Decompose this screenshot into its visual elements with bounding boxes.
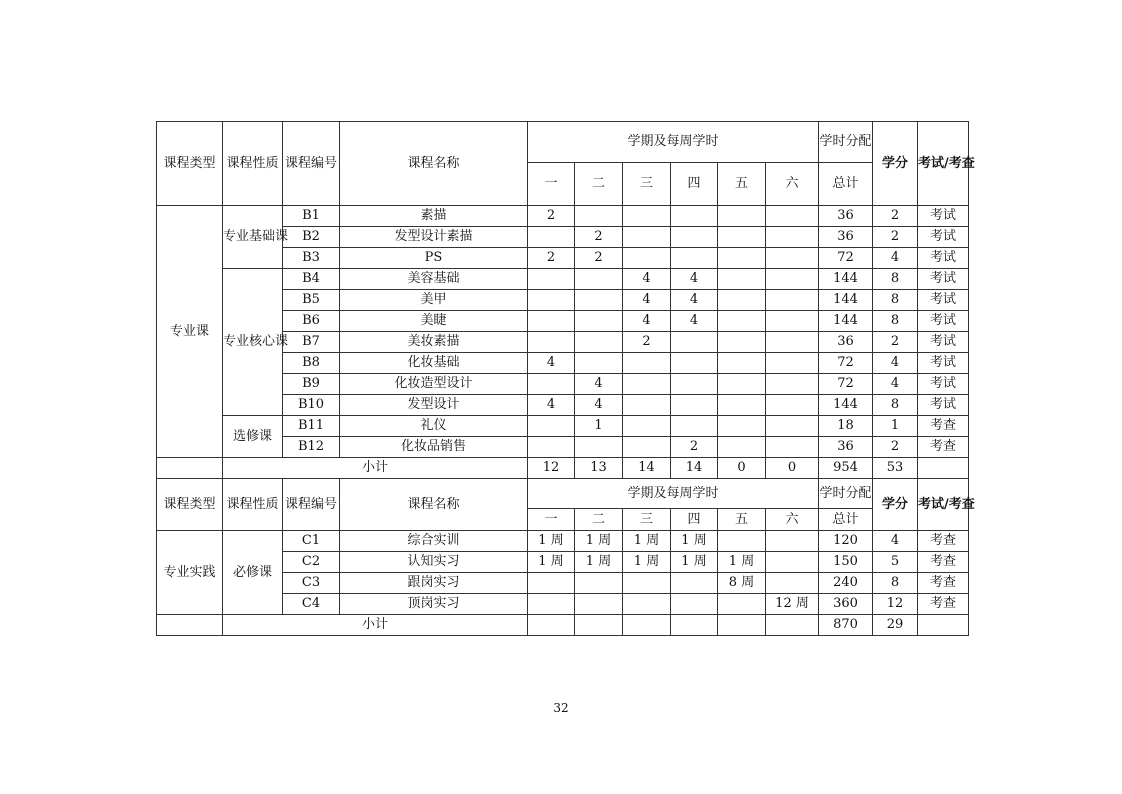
semester-hours-cell	[575, 332, 623, 353]
semester-hours-cell: 12 周	[766, 594, 819, 615]
header-hours-alloc: 学时分配	[819, 122, 873, 163]
header-semester: 五	[718, 509, 766, 531]
header-semester: 四	[671, 163, 718, 206]
total-hours-cell: 36	[819, 437, 873, 458]
page-number: 32	[553, 701, 569, 715]
semester-hours-cell	[766, 248, 819, 269]
course-name-cell: 发型设计	[340, 395, 528, 416]
semester-hours-cell	[718, 374, 766, 395]
header-hours-alloc: 学时分配	[819, 479, 873, 509]
header-credits: 学分	[873, 122, 918, 206]
course-code-cell: C1	[283, 531, 340, 552]
total-hours-cell: 72	[819, 248, 873, 269]
semester-hours-cell	[718, 227, 766, 248]
header-course-type: 课程类型	[157, 122, 223, 206]
subtotal-semester-cell: 14	[623, 458, 671, 479]
course-nature-cell: 必修课	[223, 531, 283, 615]
header-course-code: 课程编号	[283, 122, 340, 206]
header-semester: 一	[528, 163, 575, 206]
semester-hours-cell	[623, 227, 671, 248]
semester-hours-cell	[671, 353, 718, 374]
exam-type-cell: 考试	[918, 290, 969, 311]
semester-hours-cell	[671, 573, 718, 594]
total-hours-cell: 240	[819, 573, 873, 594]
subtotal-semester-cell: 13	[575, 458, 623, 479]
total-hours-cell: 36	[819, 206, 873, 227]
semester-hours-cell	[718, 269, 766, 290]
total-hours-cell: 144	[819, 311, 873, 332]
semester-hours-cell	[575, 437, 623, 458]
header-semester: 六	[766, 509, 819, 531]
course-code-cell: B12	[283, 437, 340, 458]
header-course-type: 课程类型	[157, 479, 223, 531]
course-code-cell: C2	[283, 552, 340, 573]
semester-hours-cell	[528, 311, 575, 332]
course-name-cell: 化妆造型设计	[340, 374, 528, 395]
header-semester: 一	[528, 509, 575, 531]
course-name-cell: 顶岗实习	[340, 594, 528, 615]
total-hours-cell: 360	[819, 594, 873, 615]
total-hours-cell: 150	[819, 552, 873, 573]
course-code-cell: B4	[283, 269, 340, 290]
header-exam-type: 考试/考查	[918, 479, 969, 531]
semester-hours-cell	[766, 395, 819, 416]
semester-hours-cell: 1 周	[623, 552, 671, 573]
semester-hours-cell	[766, 531, 819, 552]
course-type-cell: 专业实践	[157, 531, 223, 615]
semester-hours-cell: 2	[671, 437, 718, 458]
header-course-nature: 课程性质	[223, 122, 283, 206]
table-row	[157, 531, 969, 552]
header-semester: 四	[671, 509, 718, 531]
subtotal-semester-cell	[575, 615, 623, 636]
header-course-nature: 课程性质	[223, 479, 283, 531]
semester-hours-cell	[766, 552, 819, 573]
semester-hours-cell	[671, 206, 718, 227]
semester-hours-cell	[766, 353, 819, 374]
semester-hours-cell	[766, 374, 819, 395]
exam-type-cell: 考试	[918, 353, 969, 374]
credits-cell: 8	[873, 395, 918, 416]
course-name-cell: 跟岗实习	[340, 573, 528, 594]
semester-hours-cell: 2	[528, 248, 575, 269]
curriculum-table-body	[157, 122, 975, 636]
subtotal-semester-cell: 0	[766, 458, 819, 479]
course-code-cell: B3	[283, 248, 340, 269]
header-semester: 二	[575, 163, 623, 206]
semester-hours-cell	[718, 290, 766, 311]
semester-hours-cell: 1 周	[575, 552, 623, 573]
semester-hours-cell	[671, 332, 718, 353]
semester-hours-cell: 4	[623, 311, 671, 332]
course-name-cell: 化妆品销售	[340, 437, 528, 458]
semester-hours-cell	[528, 227, 575, 248]
exam-type-cell: 考试	[918, 395, 969, 416]
semester-hours-cell	[718, 311, 766, 332]
header-total: 总计	[819, 163, 873, 206]
course-name-cell: 发型设计素描	[340, 227, 528, 248]
semester-hours-cell	[671, 227, 718, 248]
exam-type-cell: 考查	[918, 531, 969, 552]
semester-hours-cell	[575, 573, 623, 594]
course-code-cell: B11	[283, 416, 340, 437]
semester-hours-cell	[718, 395, 766, 416]
subtotal-exam	[918, 615, 969, 636]
credits-cell: 8	[873, 573, 918, 594]
header-semester: 二	[575, 509, 623, 531]
total-hours-cell: 144	[819, 290, 873, 311]
exam-type-cell: 考查	[918, 416, 969, 437]
course-code-cell: B2	[283, 227, 340, 248]
semester-hours-cell	[623, 395, 671, 416]
course-name-cell: 素描	[340, 206, 528, 227]
course-nature-cell: 选修课	[223, 416, 283, 458]
semester-hours-cell: 2	[575, 227, 623, 248]
subtotal-row	[157, 615, 969, 636]
semester-hours-cell	[766, 227, 819, 248]
course-name-cell: 美容基础	[340, 269, 528, 290]
semester-hours-cell	[575, 206, 623, 227]
header-semester: 六	[766, 163, 819, 206]
course-code-cell: B1	[283, 206, 340, 227]
semester-hours-cell: 1 周	[623, 531, 671, 552]
subtotal-semester-cell	[766, 615, 819, 636]
semester-hours-cell: 4	[575, 374, 623, 395]
total-hours-cell: 36	[819, 227, 873, 248]
semester-hours-cell	[766, 332, 819, 353]
subtotal-label: 小计	[223, 458, 528, 479]
header-exam-type: 考试/考查	[918, 122, 969, 206]
semester-hours-cell	[718, 332, 766, 353]
exam-type-cell: 考试	[918, 374, 969, 395]
header-row	[157, 479, 969, 509]
credits-cell: 8	[873, 311, 918, 332]
course-nature-cell: 专业核心课	[223, 269, 283, 416]
semester-hours-cell: 4	[623, 290, 671, 311]
semester-hours-cell	[623, 353, 671, 374]
semester-hours-cell	[671, 594, 718, 615]
subtotal-exam	[918, 458, 969, 479]
semester-hours-cell	[718, 531, 766, 552]
semester-hours-cell: 4	[671, 311, 718, 332]
semester-hours-cell	[718, 437, 766, 458]
semester-hours-cell	[575, 269, 623, 290]
semester-hours-cell	[623, 594, 671, 615]
semester-hours-cell	[766, 416, 819, 437]
subtotal-total: 870	[819, 615, 873, 636]
subtotal-semester-cell: 0	[718, 458, 766, 479]
subtotal-credits: 29	[873, 615, 918, 636]
table-row	[157, 206, 969, 227]
semester-hours-cell	[528, 416, 575, 437]
credits-cell: 2	[873, 437, 918, 458]
semester-hours-cell	[766, 290, 819, 311]
semester-hours-cell	[671, 248, 718, 269]
course-nature-cell: 专业基础课	[223, 206, 283, 269]
semester-hours-cell: 4	[575, 395, 623, 416]
semester-hours-cell	[766, 269, 819, 290]
subtotal-semester-cell	[623, 615, 671, 636]
header-semester: 三	[623, 163, 671, 206]
semester-hours-cell	[528, 332, 575, 353]
semester-hours-cell: 2	[575, 248, 623, 269]
semester-hours-cell	[623, 248, 671, 269]
exam-type-cell: 考试	[918, 269, 969, 290]
header-row	[157, 122, 969, 163]
table-row	[157, 269, 969, 290]
semester-hours-cell: 1 周	[718, 552, 766, 573]
course-type-cell: 专业课	[157, 206, 223, 458]
credits-cell: 5	[873, 552, 918, 573]
semester-hours-cell	[718, 594, 766, 615]
exam-type-cell: 考试	[918, 311, 969, 332]
course-name-cell: 礼仪	[340, 416, 528, 437]
subtotal-label: 小计	[223, 615, 528, 636]
credits-cell: 4	[873, 248, 918, 269]
total-hours-cell: 144	[819, 269, 873, 290]
subtotal-semester-cell	[671, 615, 718, 636]
semester-hours-cell	[766, 206, 819, 227]
exam-type-cell: 考查	[918, 594, 969, 615]
semester-hours-cell	[528, 594, 575, 615]
course-name-cell: 美甲	[340, 290, 528, 311]
course-code-cell: C4	[283, 594, 340, 615]
semester-hours-cell	[718, 353, 766, 374]
total-hours-cell: 144	[819, 395, 873, 416]
header-course-name: 课程名称	[340, 122, 528, 206]
semester-hours-cell: 1 周	[671, 531, 718, 552]
semester-hours-cell	[575, 353, 623, 374]
course-code-cell: B7	[283, 332, 340, 353]
semester-hours-cell: 2	[623, 332, 671, 353]
credits-cell: 8	[873, 290, 918, 311]
credits-cell: 12	[873, 594, 918, 615]
semester-hours-cell: 4	[671, 269, 718, 290]
semester-hours-cell	[575, 311, 623, 332]
semester-hours-cell	[528, 269, 575, 290]
semester-hours-cell: 4	[528, 395, 575, 416]
credits-cell: 4	[873, 374, 918, 395]
subtotal-spacer	[157, 458, 223, 479]
semester-hours-cell	[528, 290, 575, 311]
semester-hours-cell: 1 周	[575, 531, 623, 552]
subtotal-total: 954	[819, 458, 873, 479]
semester-hours-cell	[671, 416, 718, 437]
total-hours-cell: 18	[819, 416, 873, 437]
semester-hours-cell	[718, 416, 766, 437]
subtotal-spacer	[157, 615, 223, 636]
course-code-cell: B6	[283, 311, 340, 332]
exam-type-cell: 考查	[918, 552, 969, 573]
header-course-name: 课程名称	[340, 479, 528, 531]
header-semester-hours: 学期及每周学时	[528, 479, 819, 509]
exam-type-cell: 考试	[918, 248, 969, 269]
subtotal-credits: 53	[873, 458, 918, 479]
header-total: 总计	[819, 509, 873, 531]
semester-hours-cell	[528, 437, 575, 458]
exam-type-cell: 考查	[918, 437, 969, 458]
semester-hours-cell	[575, 594, 623, 615]
subtotal-row	[157, 458, 969, 479]
exam-type-cell: 考查	[918, 573, 969, 594]
semester-hours-cell	[623, 374, 671, 395]
course-code-cell: B10	[283, 395, 340, 416]
semester-hours-cell: 4	[528, 353, 575, 374]
header-semester: 五	[718, 163, 766, 206]
semester-hours-cell	[623, 573, 671, 594]
course-name-cell: PS	[340, 248, 528, 269]
semester-hours-cell	[766, 437, 819, 458]
course-code-cell: C3	[283, 573, 340, 594]
semester-hours-cell	[528, 374, 575, 395]
exam-type-cell: 考试	[918, 227, 969, 248]
total-hours-cell: 72	[819, 353, 873, 374]
course-name-cell: 认知实习	[340, 552, 528, 573]
semester-hours-cell: 8 周	[718, 573, 766, 594]
total-hours-cell: 120	[819, 531, 873, 552]
semester-hours-cell: 1 周	[671, 552, 718, 573]
semester-hours-cell	[528, 573, 575, 594]
subtotal-semester-cell	[528, 615, 575, 636]
table-row	[157, 416, 969, 437]
semester-hours-cell	[766, 573, 819, 594]
semester-hours-cell: 4	[671, 290, 718, 311]
semester-hours-cell: 2	[528, 206, 575, 227]
header-semester-hours: 学期及每周学时	[528, 122, 819, 163]
total-hours-cell: 72	[819, 374, 873, 395]
semester-hours-cell	[623, 416, 671, 437]
credits-cell: 2	[873, 332, 918, 353]
subtotal-semester-cell: 12	[528, 458, 575, 479]
semester-hours-cell	[575, 290, 623, 311]
semester-hours-cell	[671, 395, 718, 416]
subtotal-semester-cell	[718, 615, 766, 636]
credits-cell: 2	[873, 206, 918, 227]
total-hours-cell: 36	[819, 332, 873, 353]
semester-hours-cell: 1 周	[528, 552, 575, 573]
course-name-cell: 化妆基础	[340, 353, 528, 374]
course-code-cell: B9	[283, 374, 340, 395]
semester-hours-cell	[718, 206, 766, 227]
semester-hours-cell	[623, 206, 671, 227]
credits-cell: 4	[873, 353, 918, 374]
credits-cell: 1	[873, 416, 918, 437]
semester-hours-cell: 1 周	[528, 531, 575, 552]
curriculum-table	[156, 121, 975, 636]
credits-cell: 2	[873, 227, 918, 248]
course-name-cell: 综合实训	[340, 531, 528, 552]
semester-hours-cell: 1	[575, 416, 623, 437]
course-name-cell: 美妆素描	[340, 332, 528, 353]
course-code-cell: B8	[283, 353, 340, 374]
exam-type-cell: 考试	[918, 332, 969, 353]
subtotal-semester-cell: 14	[671, 458, 718, 479]
semester-hours-cell: 4	[623, 269, 671, 290]
exam-type-cell: 考试	[918, 206, 969, 227]
semester-hours-cell	[718, 248, 766, 269]
credits-cell: 4	[873, 531, 918, 552]
credits-cell: 8	[873, 269, 918, 290]
course-code-cell: B5	[283, 290, 340, 311]
semester-hours-cell	[766, 311, 819, 332]
semester-hours-cell	[623, 437, 671, 458]
course-name-cell: 美睫	[340, 311, 528, 332]
header-course-code: 课程编号	[283, 479, 340, 531]
semester-hours-cell	[671, 374, 718, 395]
header-credits: 学分	[873, 479, 918, 531]
header-semester: 三	[623, 509, 671, 531]
